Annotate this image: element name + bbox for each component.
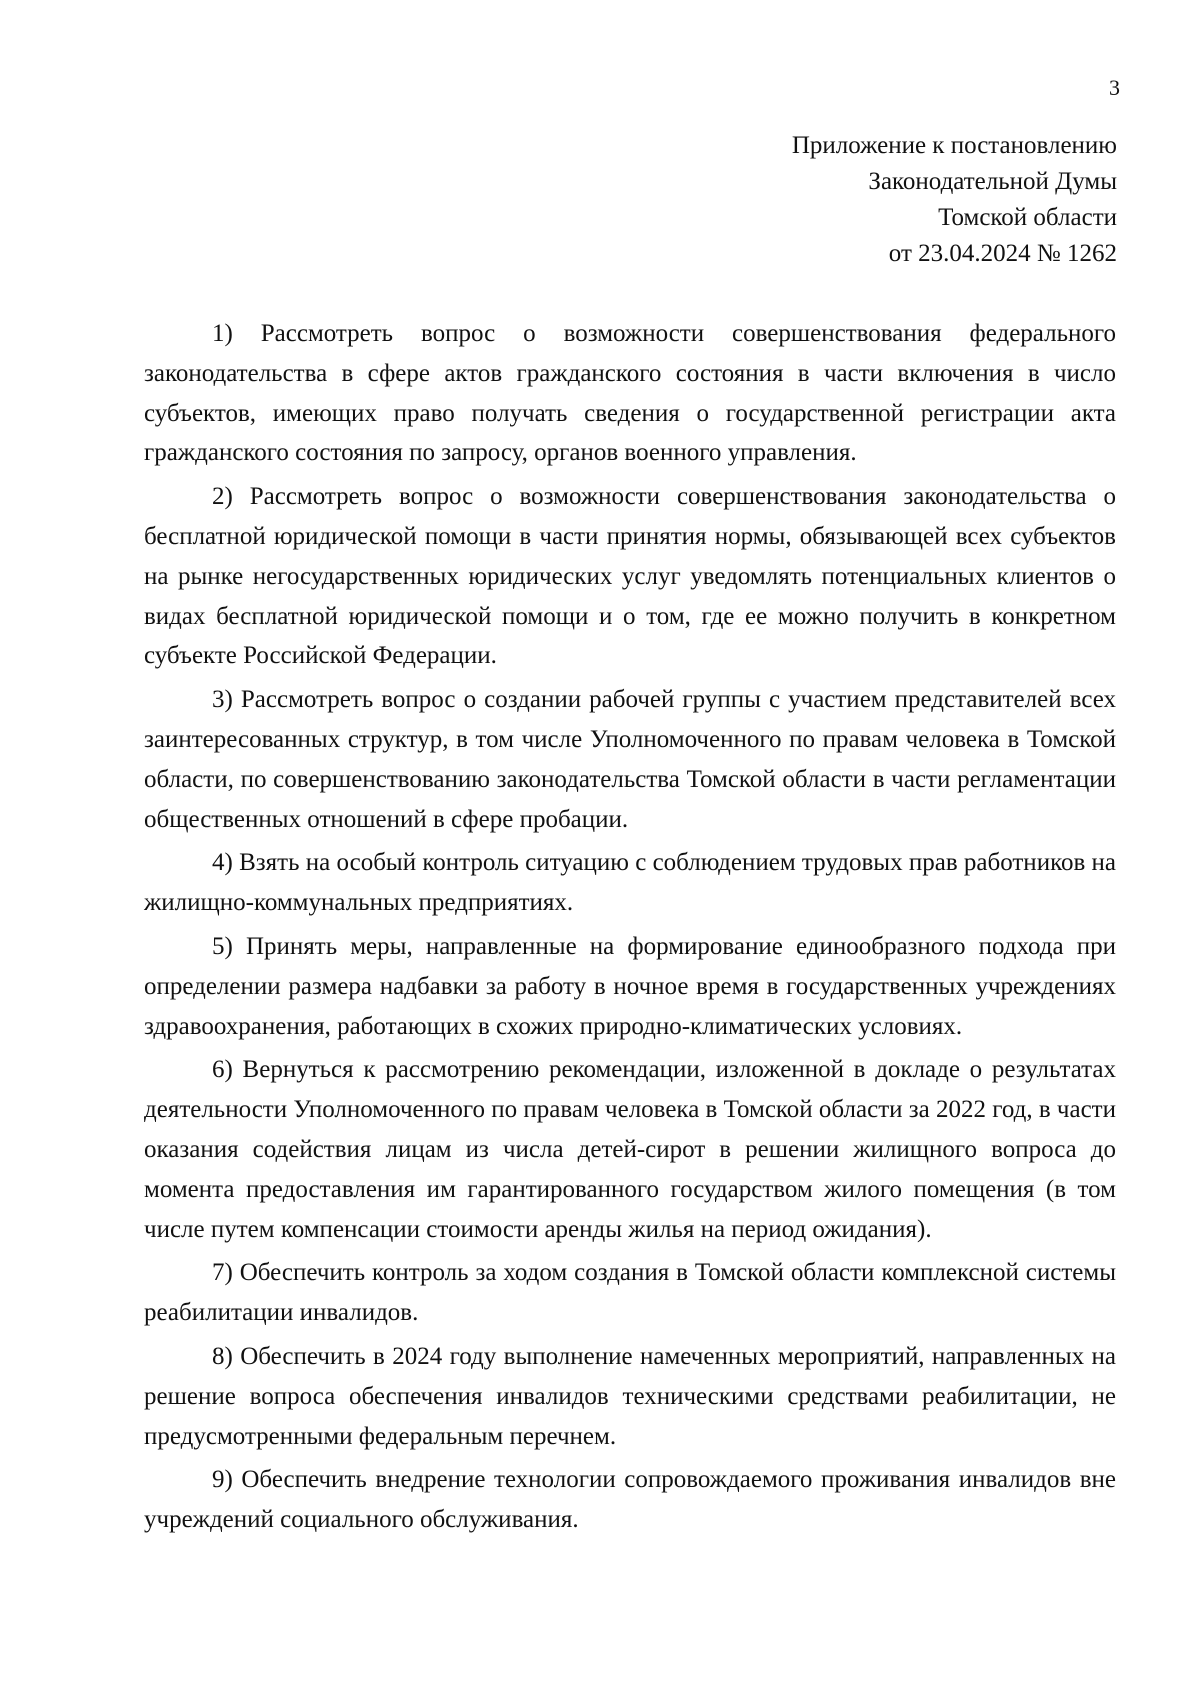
resolution-items-list bbox=[144, 314, 1116, 1544]
resolution-item-8: 8) Обеспечить в 2024 году выполнение намеченных мероприятий, направленных на решение вопроса обеспечения инвалидов техническими средствами реабилитации, не предусмотренными федеральным перечнем. bbox=[144, 1342, 1116, 1450]
attachment-header-line-1: Приложение к постановлению bbox=[791, 132, 1117, 159]
attachment-header-line-2: Законодательной Думы bbox=[868, 168, 1117, 195]
attachment-header bbox=[792, 128, 1117, 272]
resolution-item-4: 4) Взять на особый контроль ситуацию с соблюдением трудовых прав работников на жилищно-коммунальных предприятиях. bbox=[144, 849, 1116, 917]
resolution-item-3: 3) Рассмотреть вопрос о создании рабочей группы с участием представителей всех заинтересованных структур, в том числе Уполномоченного по правам человека в Томской области, по совершенствованию законодательства Томской области в части регламентации общественных отношений в сфере пробации. bbox=[144, 686, 1116, 833]
attachment-header-line-3: Томской области bbox=[938, 204, 1117, 231]
resolution-item-2: 2) Рассмотреть вопрос о возможности совершенствования законодательства о бесплатной юридической помощи в части принятия нормы, обязывающей всех субъектов на рынке негосударственных юридических услуг уведомлять потенциальных клиентов о видах бесплатной юридической помощи и о том, где ее можно получить в конкретном субъекте Российской Федерации. bbox=[144, 483, 1116, 670]
page-number: 3 bbox=[1109, 75, 1120, 100]
resolution-item-6: 6) Вернуться к рассмотрению рекомендации, изложенной в докладе о результатах деятельности Уполномоченного по правам человека в Томской области за 2022 год, в части оказания содействия лицам из числа детей-сирот в решении жилищного вопроса до момента предоставления им гарантированного государством жилого помещения (в том числе путем компенсации стоимости аренды жилья на период ожидания). bbox=[144, 1056, 1116, 1243]
resolution-item-1: 1) Рассмотреть вопрос о возможности совершенствования федерального законодательства в сфере актов гражданского состояния в части включения в число субъектов, имеющих право получать сведения о государственной регистрации акта гражданского состояния по запросу, органов военного управления. bbox=[144, 320, 1116, 467]
resolution-item-9: 9) Обеспечить внедрение технологии сопровождаемого проживания инвалидов вне учреждений социального обслуживания. bbox=[144, 1466, 1116, 1534]
resolution-item-5: 5) Принять меры, направленные на формирование единообразного подхода при определении размера надбавки за работу в ночное время в государственных учреждениях здравоохранения, работающих в схожих природно-климатических условиях. bbox=[144, 932, 1116, 1040]
attachment-header-line-4: от 23.04.2024 № 1262 bbox=[888, 240, 1117, 267]
resolution-item-7: 7) Обеспечить контроль за ходом создания в Томской области комплексной системы реабилитации инвалидов. bbox=[144, 1259, 1116, 1327]
